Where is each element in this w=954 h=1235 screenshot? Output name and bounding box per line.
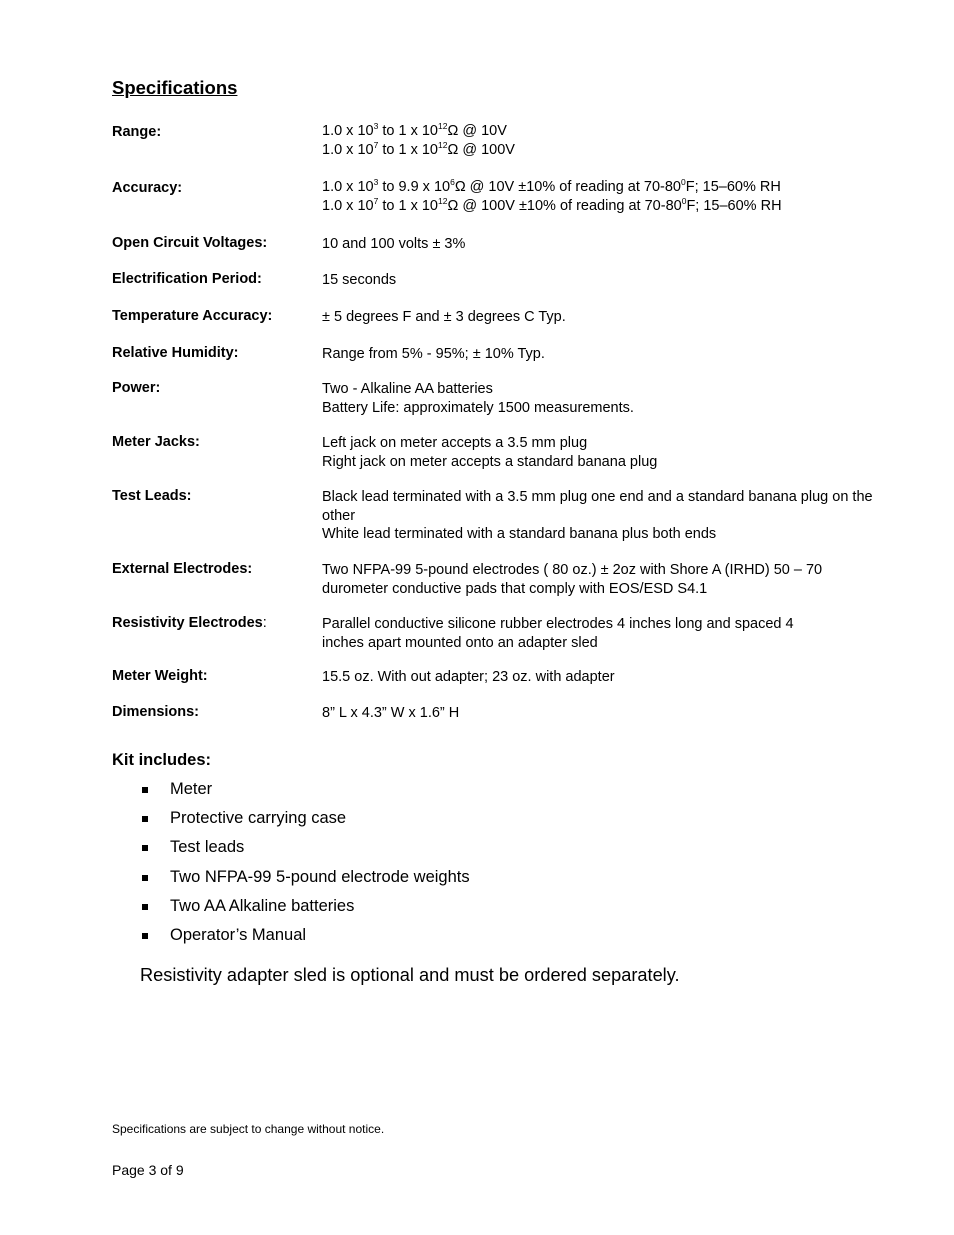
leads-line-2: White lead terminated with a standard banana plus both ends (322, 526, 717, 542)
spec-value-external (322, 561, 897, 598)
spec-value-open-circuit (322, 235, 897, 254)
square-bullet-icon (142, 787, 148, 793)
spec-label-accuracy: Accuracy: (112, 180, 183, 196)
spec-label-leads: Test Leads: (112, 488, 192, 504)
spec-value-temperature (322, 308, 897, 327)
list-item (140, 780, 470, 809)
spec-label-humidity: Relative Humidity: (112, 345, 239, 361)
spec-label-open-circuit: Open Circuit Voltages: (112, 235, 268, 251)
kit-item-label: Protective carrying case (170, 809, 347, 828)
resistivity-label-text: Resistivity Electrodes (112, 615, 263, 631)
kit-item-label: Two AA Alkaline batteries (170, 896, 355, 915)
open-circuit-text: 10 and 100 volts ± 3% (322, 236, 466, 252)
footnote: Specifications are subject to change without notice. (112, 1122, 385, 1136)
weight-text: 15.5 oz. With out adapter; 23 oz. with adapter (322, 669, 615, 685)
spec-label-dimensions: Dimensions: (112, 704, 200, 720)
spec-label-weight: Meter Weight: (112, 668, 208, 684)
spec-label-power: Power: (112, 380, 161, 396)
spec-value-weight (322, 668, 897, 687)
kit-item-label: Test leads (170, 838, 245, 857)
kit-item-label: Operator’s Manual (170, 925, 307, 944)
power-line-2: Battery Life: approximately 1500 measurements. (322, 399, 634, 416)
square-bullet-icon (142, 875, 148, 881)
resistivity-label-colon: : (262, 615, 267, 631)
spec-value-accuracy (322, 178, 897, 215)
square-bullet-icon (142, 816, 148, 822)
humidity-text: Range from 5% - 95%; ± 10% Typ. (322, 346, 545, 362)
list-item (140, 926, 470, 955)
kit-item-label: Two NFPA-99 5-pound electrode weights (170, 867, 470, 886)
leads-line-1: Black lead terminated with a 3.5 mm plug one end and a standard banana plug on the other (322, 489, 873, 524)
list-item (140, 897, 470, 926)
resistivity-line-2: inches apart mounted onto an adapter sled (322, 634, 598, 651)
list-item (140, 868, 470, 897)
range-line-10v: 1.0 x $10^3$ to 1 x $10^{12}\Omega$ @ 10V (322, 121, 507, 139)
spec-label-range: Range: (112, 124, 162, 140)
square-bullet-icon (142, 904, 148, 910)
spec-value-electrification (322, 271, 897, 290)
electrification-text: 15 seconds (322, 272, 397, 288)
spec-value-jacks (322, 434, 897, 471)
accuracy-line-100v: 1.0 x $10^7$ to 1 x $10^{12}\Omega$ @ 100V ±10% of reading at $70-80^0F$; 15–60% RH (322, 195, 782, 214)
power-line-1: Two - Alkaline AA batteries (322, 381, 493, 397)
jacks-line-1: Left jack on meter accepts a 3.5 mm plug (322, 435, 588, 451)
optional-note: Resistivity adapter sled is optional and must be ordered separately. (140, 965, 680, 985)
spec-label-electrification: Electrification Period: (112, 271, 262, 287)
spec-label-temperature: Temperature Accuracy: (112, 308, 273, 324)
kit-list (140, 780, 470, 955)
jacks-line-2: Right jack on meter accepts a standard banana plug (322, 453, 658, 470)
list-item (140, 838, 470, 867)
page-title: Specifications (112, 77, 238, 98)
spec-label-external: External Electrodes: (112, 561, 253, 577)
spec-label-jacks: Meter Jacks: (112, 434, 200, 450)
resistivity-line-1: Parallel conductive silicone rubber electrodes 4 inches long and spaced 4 (322, 616, 794, 632)
accuracy-line-10v: 1.0 x $10^3$ to 9.9 x $10^6\Omega$ @ 10V ±10% of reading at $70-80^0F$; 15–60% RH (322, 177, 781, 195)
range-line-100v: 1.0 x $10^7$ to 1 x $10^{12}\Omega$ @ 100V (322, 139, 515, 158)
external-line-2: durometer conductive pads that comply with EOS/ESD S4.1 (322, 580, 708, 597)
spec-value-range (322, 122, 897, 159)
temperature-text: ± 5 degrees F and ± 3 degrees C Typ. (322, 309, 566, 325)
spec-value-resistivity (322, 615, 897, 652)
square-bullet-icon (142, 933, 148, 939)
external-line-1: Two NFPA-99 5-pound electrodes ( 80 oz.) ± 2oz with Shore A (IRHD) 50 – 70 (322, 562, 823, 578)
spec-value-power (322, 380, 897, 417)
spec-label-resistivity (112, 615, 267, 631)
kit-item-label: Meter (170, 780, 213, 798)
dimensions-text: 8” L x 4.3” W x 1.6” H (322, 705, 460, 721)
kit-title: Kit includes: (112, 751, 212, 769)
spec-value-dimensions (322, 704, 897, 723)
list-item (140, 809, 470, 838)
spec-value-leads (322, 488, 897, 544)
square-bullet-icon (142, 845, 148, 851)
page-number: Page 3 of 9 (112, 1162, 184, 1178)
spec-value-humidity (322, 345, 897, 364)
